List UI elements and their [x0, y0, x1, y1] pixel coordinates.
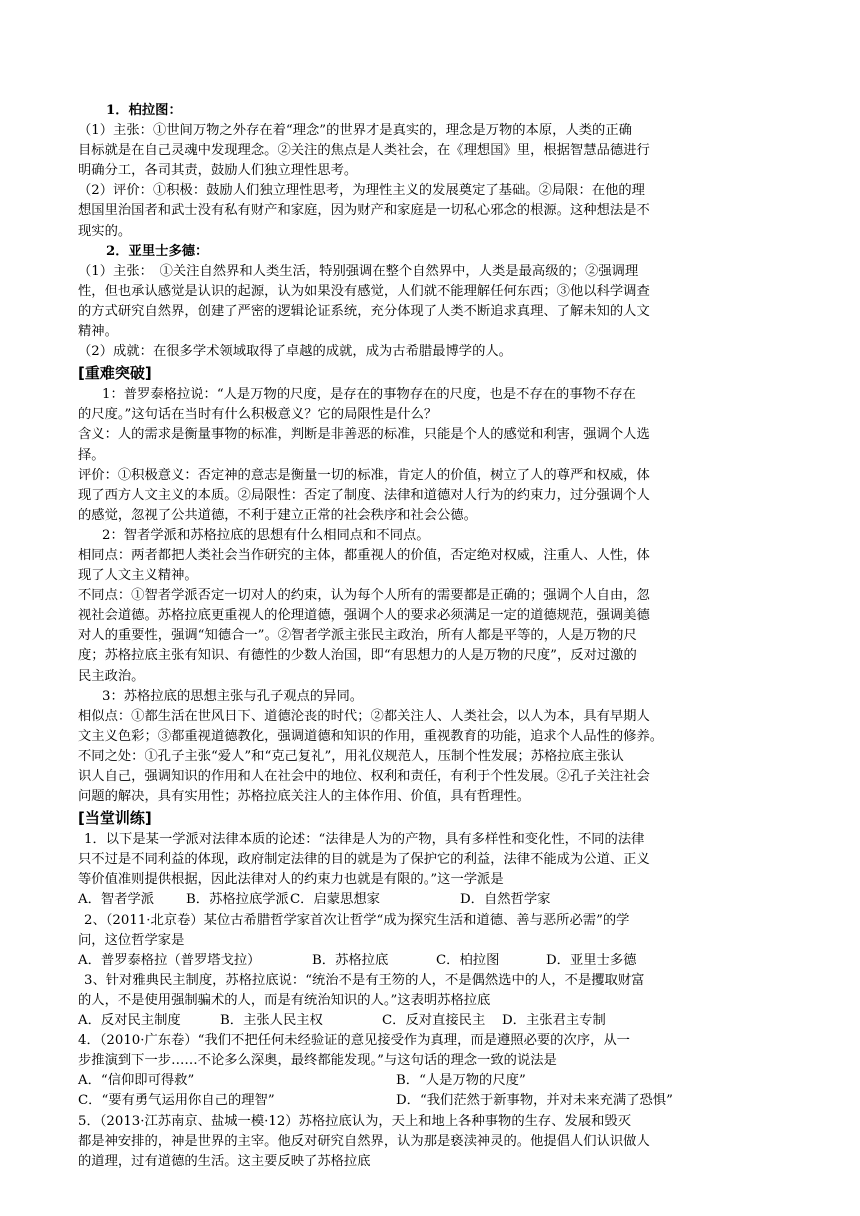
paragraph-line: （1）主张： ①关注自然界和人类生活，特别强调在整个自然界中，人类是最高级的；②强调理 — [78, 263, 639, 279]
document-page — [78, 101, 774, 1172]
paragraph-line: 精神。 — [78, 324, 118, 340]
answer-line: 的感觉，忽视了公共道德，不利于建立正常的社会秩序和社会公德。 — [78, 507, 477, 523]
options-row — [78, 1091, 774, 1111]
section-title-plato: 1．柏拉图： — [106, 103, 182, 118]
paragraph-line: 明确分工，各司其责，鼓励人们独立理性思考。 — [78, 163, 358, 179]
question-line: 的道理，过有道德的生活。这主要反映了苏格拉底 — [78, 1153, 371, 1169]
question-line: 只不过是不同利益的体现，政府制定法律的目的就是为了保护它的利益，法律不能成为公道、正义 — [78, 852, 650, 868]
answer-line: 评价：①积极意义：否定神的意志是衡量一切的标准，肯定人的价值，树立了人的尊严和权威，体 — [78, 467, 650, 483]
option-d[interactable]: D．“我们茫然于新事物，并对未来充满了恐惧” — [396, 1093, 673, 1109]
question-line: 2、（2011·北京卷）某位古希腊哲学家首次让哲学“成为探究生活和道德、善与恶所必需”的学 — [84, 912, 630, 928]
option-c[interactable]: C．启蒙思想家 — [290, 892, 380, 908]
paragraph-line: 目标就是在自己灵魂中发现理念。②关注的焦点是人类社会，在《理想国》里，根据智慧品德进行 — [78, 143, 650, 159]
option-d[interactable]: D．主张君主专制 — [502, 1013, 606, 1029]
question-line: 4．（2010·广东卷）“我们不把任何未经验证的意见接受作为真理，而是遵照必要的次序，从一 — [78, 1033, 630, 1049]
option-c[interactable]: C．反对直接民主 — [382, 1013, 486, 1029]
answer-line: 文主义色彩；③都重视道德教化，强调道德和知识的作用，重视教育的功能，追求个人品性的修养。 — [78, 728, 664, 744]
option-a[interactable]: A．反对民主制度 — [78, 1013, 181, 1029]
option-b[interactable]: B．“人是万物的尺度” — [396, 1073, 526, 1089]
answer-line: 现了西方人文主义的本质。②局限性：否定了制度、法律和道德对人行为的约束力，过分强调个人 — [78, 487, 650, 503]
options-row — [78, 951, 774, 971]
option-c[interactable]: C．柏拉图 — [436, 952, 500, 968]
answer-line: 现了人文主义精神。 — [78, 568, 198, 584]
option-b[interactable]: B．主张人民主权 — [220, 1013, 323, 1029]
option-a[interactable]: A．普罗泰格拉（普罗塔戈拉） — [78, 952, 261, 968]
question-line: 都是神安排的，神是世界的主宰。他反对研究自然界，认为那是亵渎神灵的。他提倡人们认识做人 — [78, 1133, 650, 1149]
paragraph-line: 想国里治国者和武士没有私有财产和家庭，因为财产和家庭是一切私心邪念的根源。这种想法是不 — [78, 203, 650, 219]
option-c[interactable]: C．“要有勇气运用你自己的理智” — [78, 1093, 275, 1109]
answer-line: 择。 — [78, 447, 105, 463]
paragraph-line: 现实的。 — [78, 223, 132, 239]
answer-line: 问题的解决，具有实用性；苏格拉底关注人的主体作用、价值，具有哲理性。 — [78, 789, 531, 805]
option-b[interactable]: B．苏格拉底学派 — [186, 892, 289, 908]
answer-line: 视社会道德。苏格拉底更重视人的伦理道德，强调个人的要求必须满足一定的道德规范，强调美德 — [78, 608, 650, 624]
answer-line: 不同点：①智者学派否定一切对人的约束，认为每个人所有的需要都是正确的；强调个人自由，忽 — [78, 588, 650, 604]
paragraph-line: （1）主张：①世间万物之外存在着“理念”的世界才是真实的，理念是万物的本原，人类的正确 — [78, 123, 632, 139]
question-line: 的人，不是使用强制骗术的人，而是有统治知识的人。”这表明苏格拉底 — [78, 992, 491, 1008]
question-line: 等价值准则提供根据，因此法律对人的约束力也就是有限的。”这一学派是 — [78, 872, 504, 888]
options-row — [78, 1071, 774, 1091]
question-line: 1：普罗泰格拉说：“人是万物的尺度，是存在的事物存在的尺度，也是不存在的事物不存在 — [102, 387, 636, 403]
question-line: 的尺度。”这句话在当时有什么积极意义？它的局限性是什么？ — [78, 407, 438, 423]
options-row — [78, 890, 774, 910]
answer-line: 相同点：两者都把人类社会当作研究的主体，都重视人的价值，否定绝对权威，注重人、人性，体 — [78, 547, 650, 563]
answer-line: 不同之处：①孔子主张“爱人”和“克己复礼”，用礼仪规范人，压制个性发展；苏格拉底主张认 — [78, 748, 624, 764]
option-d[interactable]: D．自然哲学家 — [460, 892, 551, 908]
question-line: 5．（2013·江苏南京、盐城一模·12）苏格拉底认为，天上和地上各种事物的生存、发展和毁灭 — [78, 1113, 632, 1129]
option-b[interactable]: B．苏格拉底 — [312, 952, 389, 968]
question-line: 问，这位哲学家是 — [78, 932, 185, 948]
answer-line: 度；苏格拉底主张有知识、有德性的少数人治国，即“有思想力的人是万物的尺度”，反对过激的 — [78, 648, 637, 664]
paragraph-line: （2）评价：①积极：鼓励人们独立理性思考，为理性主义的发展奠定了基础。②局限：在他的理 — [78, 183, 645, 199]
options-row — [78, 1011, 774, 1031]
option-a[interactable]: A．“信仰即可得救” — [78, 1073, 195, 1089]
answer-line: 对人的重要性，强调“知德合一”。②智者学派主张民主政治，所有人都是平等的，人是万物的尺 — [78, 628, 637, 644]
option-d[interactable]: D．亚里士多德 — [546, 952, 637, 968]
paragraph-line: （2）成就：在很多学术领域取得了卓越的成就，成为古希腊最博学的人。 — [78, 344, 512, 360]
option-a[interactable]: A．智者学派 — [78, 892, 155, 908]
paragraph-line: 的方式研究自然界，创建了严密的逻辑论证系统，充分体现了人类不断追求真理、了解未知的人文 — [78, 303, 650, 319]
answer-line: 相似点：①都生活在世风日下、道德沦丧的时代；②都关注人、人类社会，以人为本，具有早期人 — [78, 708, 650, 724]
question-line: 3、针对雅典民主制度，苏格拉底说：“统治不是有王笏的人，不是偶然选中的人，不是攫取财富 — [84, 972, 645, 988]
answer-line: 民主政治。 — [78, 668, 145, 684]
answer-line: 含义：人的需求是衡量事物的标准，判断是非善恶的标准，只能是个人的感觉和利害，强调个人选 — [78, 427, 650, 443]
question-line: 1．以下是某一学派对法律本质的论述：“法律是人为的产物，具有多样性和变化性，不同的法律 — [84, 832, 645, 848]
question-line: 3：苏格拉底的思想主张与孔子观点的异同。 — [102, 688, 364, 704]
section-heading-practice: [当堂训练] — [78, 809, 152, 828]
question-line: 步推演到下一步……不论多么深奥，最终都能发现。”与这句话的理念一致的说法是 — [78, 1053, 557, 1069]
paragraph-line: 性，但也承认感觉是认识的起源，认为如果没有感觉，人们就不能理解任何东西；③他以科学调查 — [78, 283, 650, 299]
section-heading-key-points: [重难突破] — [78, 364, 152, 383]
section-title-aristotle: 2．亚里士多德： — [106, 243, 209, 259]
question-line: 2：智者学派和苏格拉底的思想有什么相同点和不同点。 — [102, 527, 430, 543]
answer-line: 识人自己，强调知识的作用和人在社会中的地位、权利和责任，有利于个性发展。②孔子关注社会 — [78, 769, 650, 784]
